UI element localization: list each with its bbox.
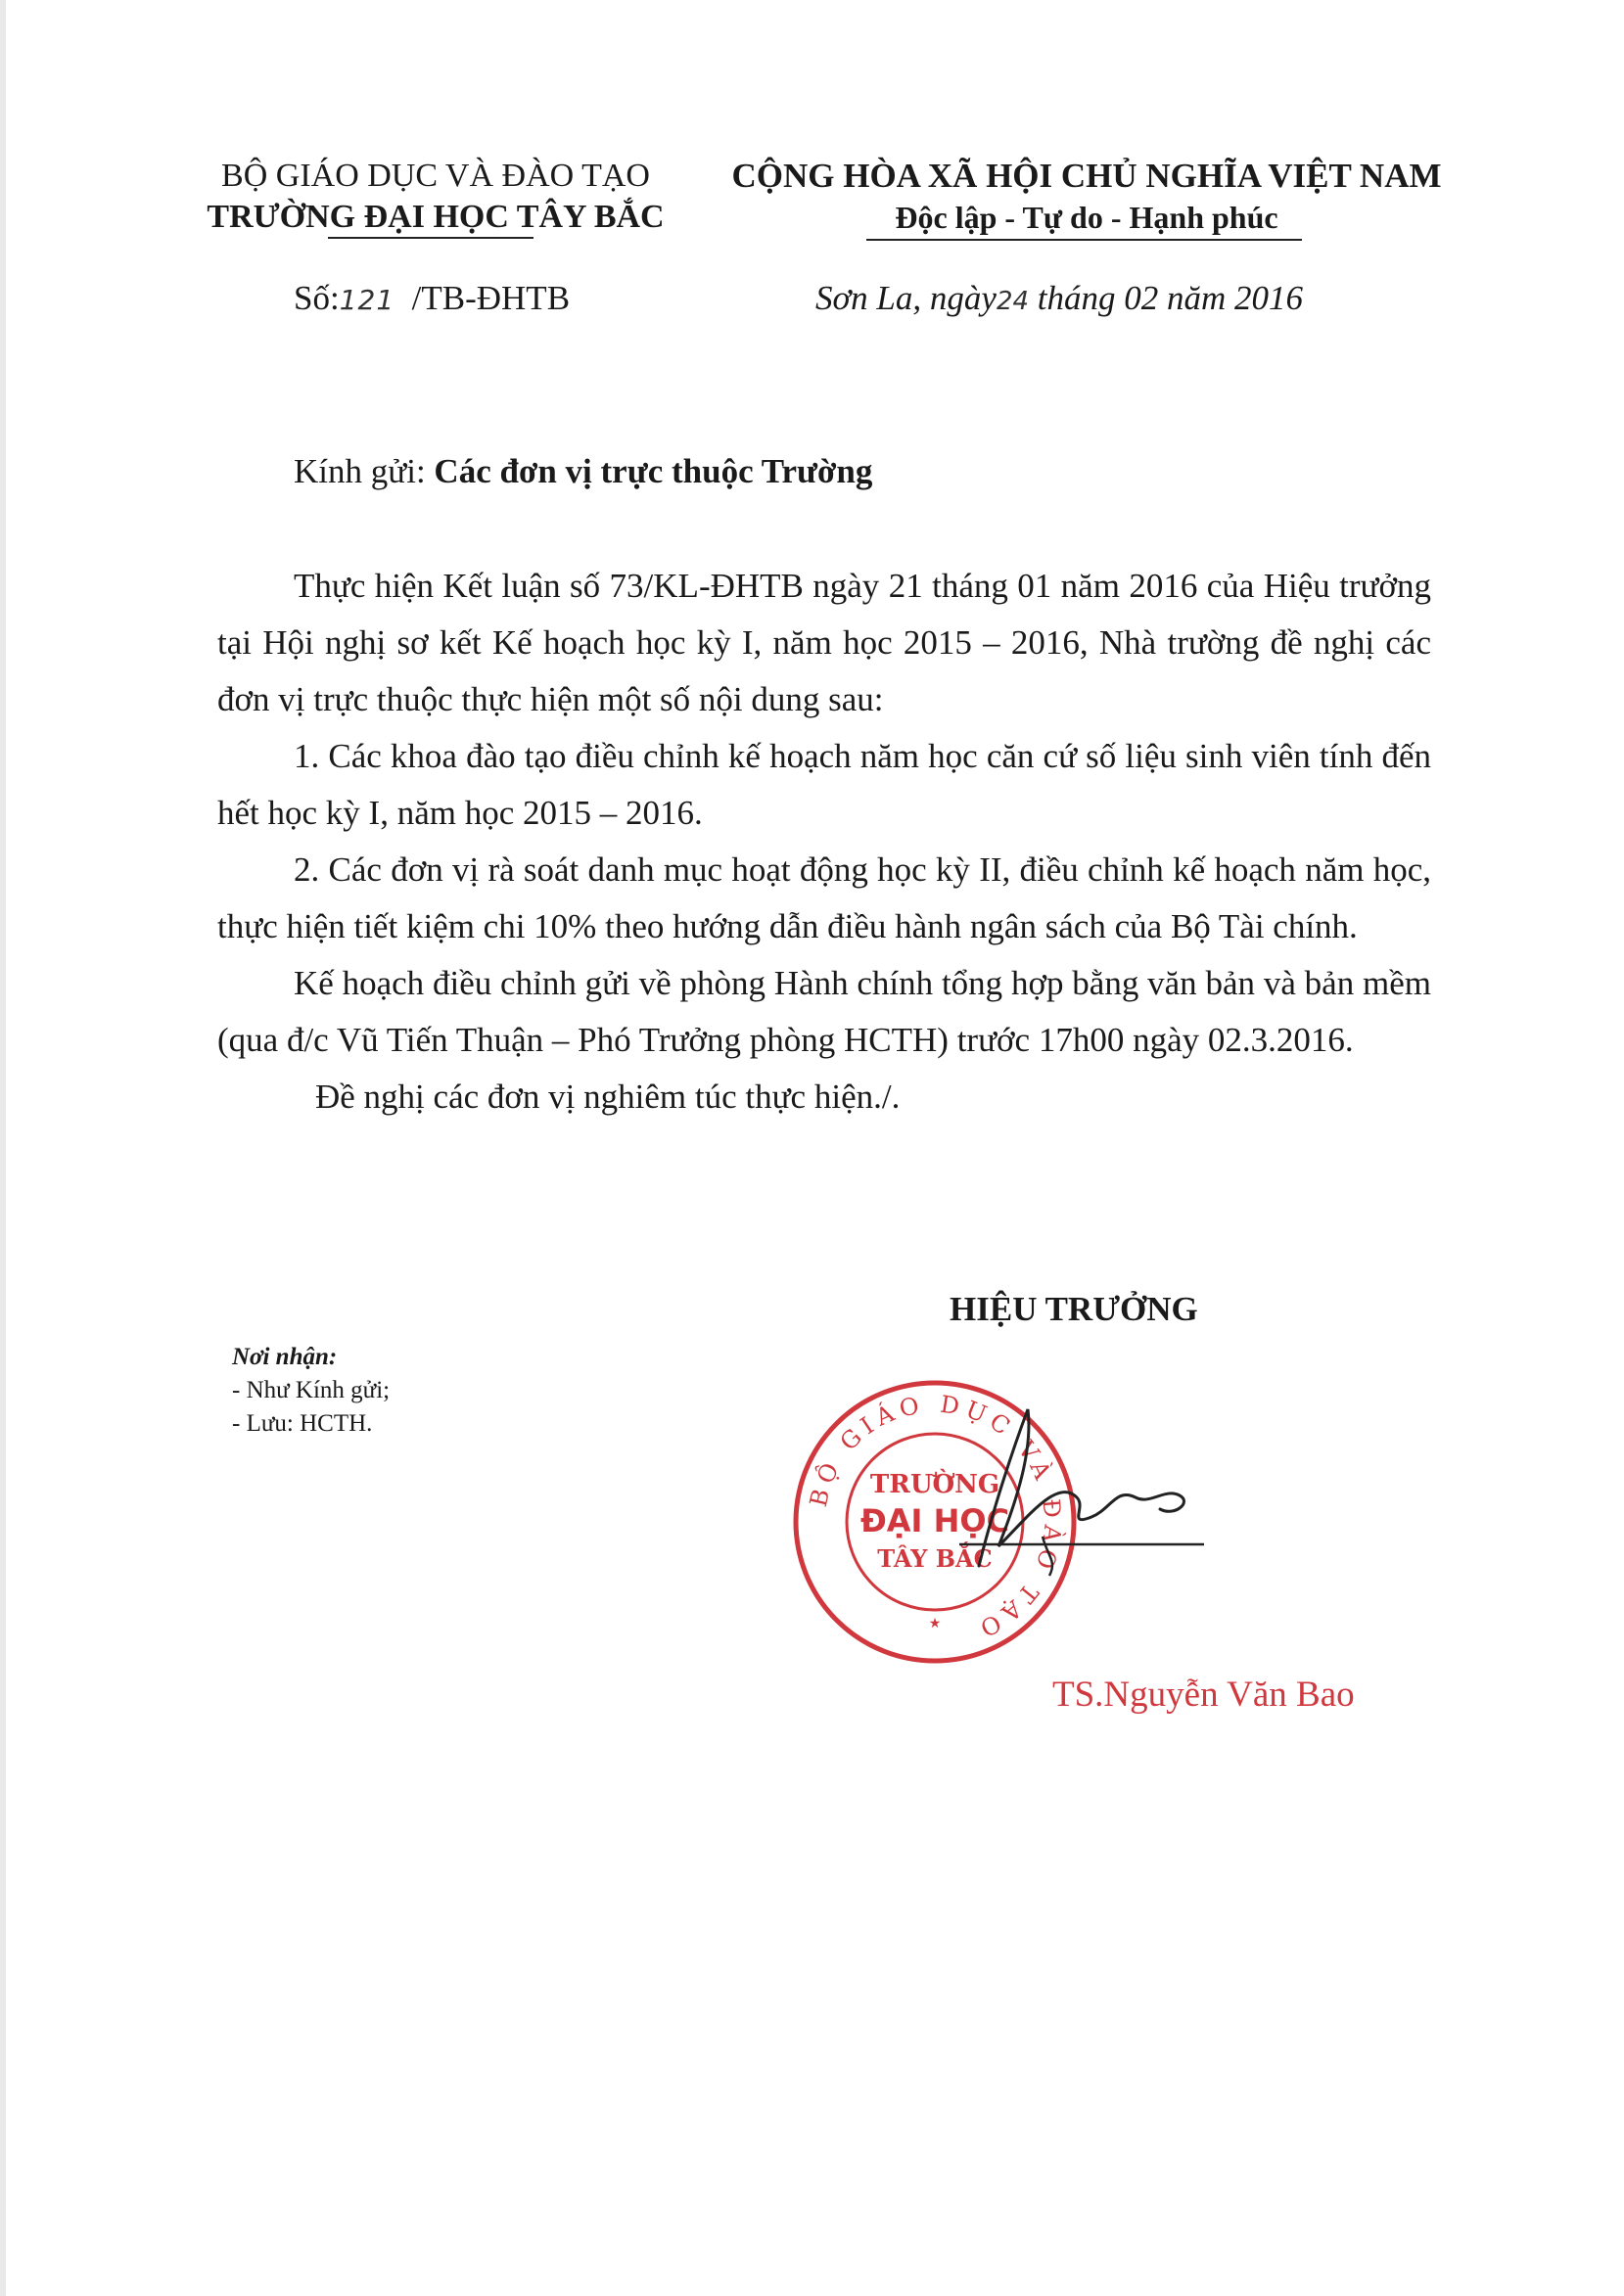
- body-paragraph-2: 1. Các khoa đào tạo điều chỉnh kế hoạch năm học căn cứ số liệu sinh viên tính đến hết học kỳ I, năm học 2015 – 2016.: [217, 737, 1431, 832]
- body-paragraph-3: 2. Các đơn vị rà soát danh mục hoạt động học kỳ II, điều chỉnh kế hoạch năm học, thực hiện tiết kiệm chi 10% theo hướng dẫn điều hành ngân sách của Bộ Tài chính.: [217, 850, 1431, 945]
- stamp-star-icon: ★: [928, 1616, 942, 1631]
- recipients-title: Nơi nhận:: [232, 1344, 338, 1370]
- stamp-ring-text-path: BỘ GIÁO DỤC VÀ ĐÀO TẠO: [804, 1390, 1067, 1645]
- country-name: CỘNG HÒA XÃ HỘI CHỦ NGHĨA VIỆT NAM: [731, 157, 1442, 195]
- header-left: [191, 157, 680, 239]
- signature-title: HIỆU TRƯỞNG: [950, 1290, 1198, 1328]
- document-number: [294, 279, 570, 318]
- body-paragraph-4: Kế hoạch điều chỉnh gửi về phòng Hành chính tổng hợp bằng văn bản và bản mềm (qua đ/c Vũ Tiến Thuận – Phó Trưởng phòng HCTH) trước 17h00 ngày 02.3.2016.: [217, 964, 1431, 1059]
- doc-number-suffix: /TB-ĐHTB: [411, 279, 571, 317]
- doc-number-prefix: Số:: [294, 279, 340, 317]
- date-suffix: tháng 02 năm 2016: [1037, 279, 1304, 317]
- university-name: TRƯỜNG ĐẠI HỌC TÂY BẮC: [207, 199, 665, 235]
- recipient-item: - Như Kính gửi;: [232, 1377, 391, 1403]
- body-paragraph-5: Đề nghị các đơn vị nghiêm túc thực hiện./.: [315, 1078, 901, 1116]
- greeting: [294, 452, 872, 491]
- document-body: [217, 558, 1431, 1125]
- doc-number-handwritten: 121: [339, 284, 395, 316]
- stamp-line-1: TRƯỜNG: [869, 1470, 1000, 1499]
- header-right: [710, 157, 1463, 239]
- handwritten-signature: [940, 1390, 1214, 1585]
- recipients-block: [232, 1341, 390, 1441]
- body-paragraph-1: Thực hiện Kết luận số 73/KL-ĐHTB ngày 21 tháng 01 năm 2016 của Hiệu trưởng tại Hội nghị sơ kết Kế hoạch học kỳ I, năm học 2015 – 2016, Nhà trường đề nghị các đơn vị trực thuộc thực hiện một số nội dung sau:: [217, 567, 1431, 718]
- signer-name: TS.Nguyễn Văn Bao: [1052, 1675, 1355, 1715]
- motto: Độc lập - Tự do - Hạnh phúc: [895, 200, 1278, 235]
- greeting-label: Kính gửi:: [294, 452, 426, 490]
- date-line: [815, 279, 1303, 318]
- stamp-line-3: TÂY BẮC: [877, 1544, 993, 1573]
- greeting-recipient: Các đơn vị trực thuộc Trường: [434, 452, 873, 490]
- stamp-line-2: ĐẠI HỌC: [859, 1502, 1010, 1539]
- recipient-item: - Lưu: HCTH.: [232, 1410, 373, 1437]
- ministry-name: BỘ GIÁO DỤC VÀ ĐÀO TẠO: [221, 158, 650, 194]
- date-prefix: Sơn La, ngày: [815, 279, 997, 317]
- header-left-underline: [328, 237, 534, 239]
- motto-underline: [866, 239, 1302, 241]
- date-handwritten-day: 24: [996, 287, 1030, 316]
